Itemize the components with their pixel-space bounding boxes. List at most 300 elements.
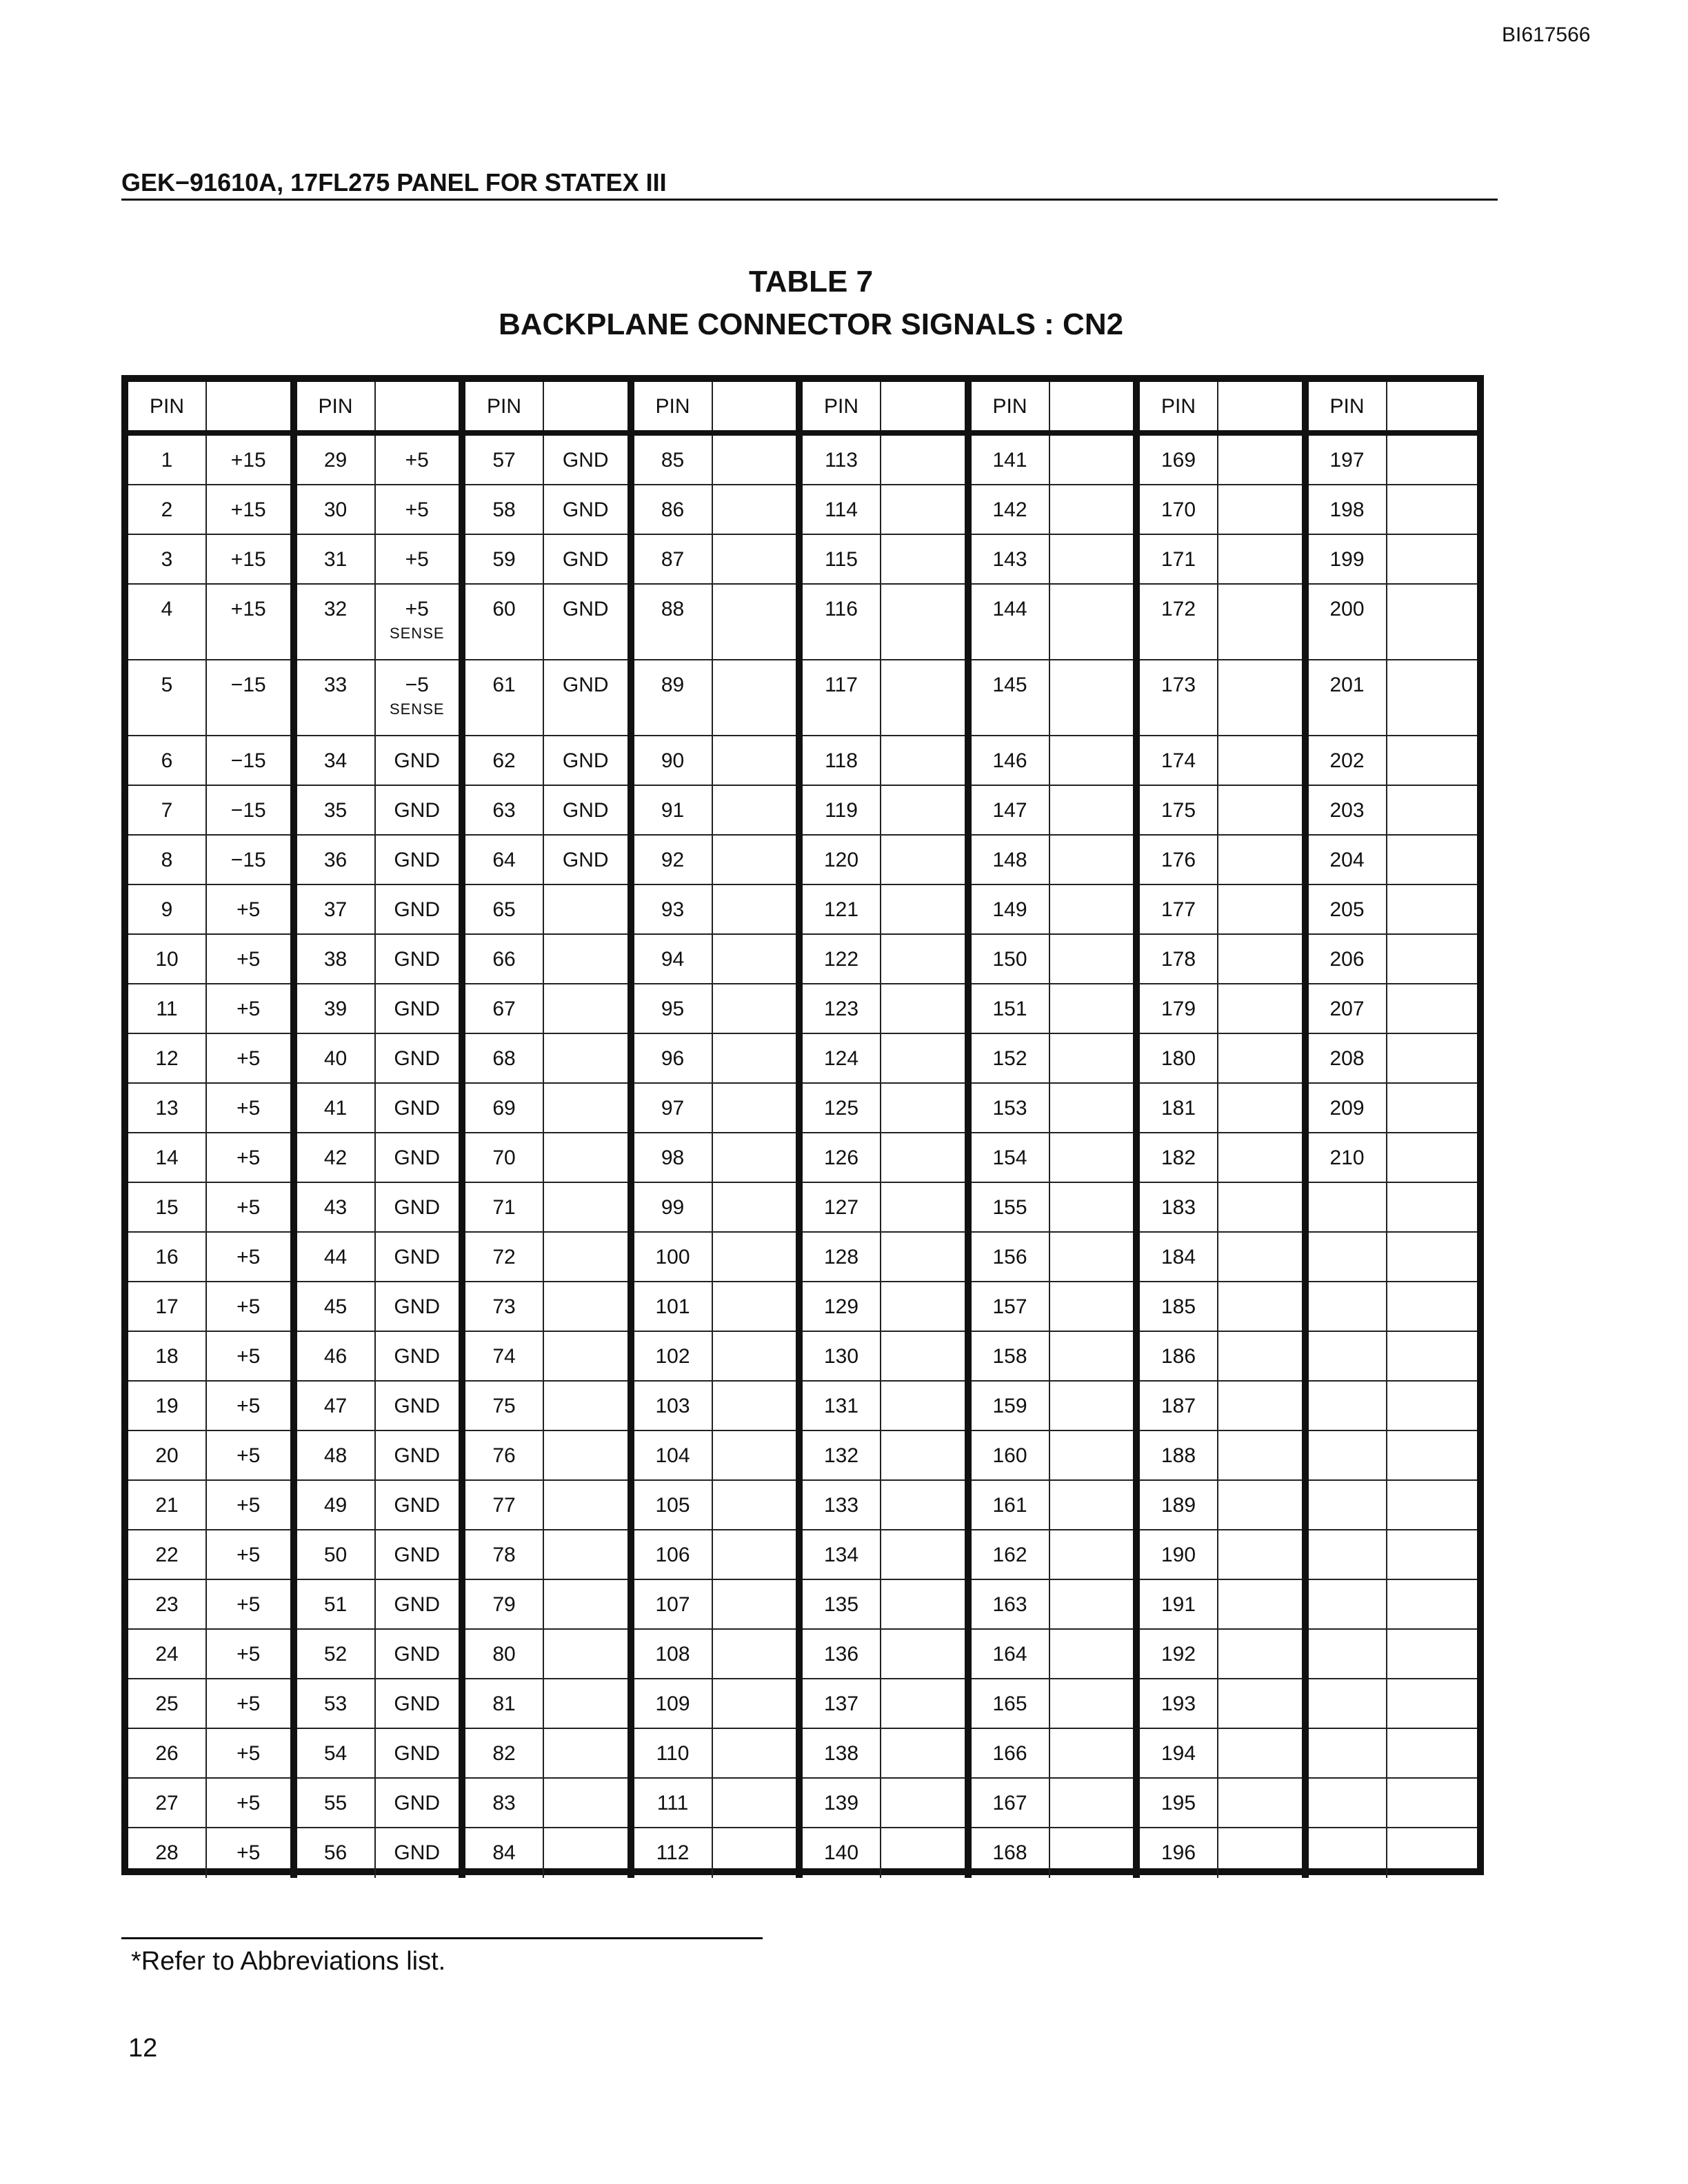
pin-number: 73 <box>465 1282 544 1332</box>
signal-label: +5 <box>237 1097 261 1120</box>
signal-label: +5 <box>237 1692 261 1715</box>
signal-cell <box>1387 1332 1478 1382</box>
signal-label: +5 <box>237 1841 261 1864</box>
signal-label: GND <box>394 1047 441 1070</box>
pin-number <box>1309 1282 1387 1332</box>
signal-cell <box>1218 1630 1302 1679</box>
pin-number: 18 <box>128 1332 207 1382</box>
signal-cell <box>207 786 290 836</box>
pin-number: 192 <box>1140 1630 1218 1679</box>
pin-number: 163 <box>972 1580 1050 1630</box>
pin-number: 65 <box>465 885 544 935</box>
signal-label: −15 <box>230 849 266 871</box>
pin-number: 122 <box>803 935 881 984</box>
signal-label: +5 <box>237 1444 261 1467</box>
pin-number <box>1309 1530 1387 1580</box>
pin-number: 186 <box>1140 1332 1218 1382</box>
signal-cell <box>1218 1133 1302 1183</box>
pin-number <box>1309 1431 1387 1481</box>
signal-label: GND <box>394 1544 441 1566</box>
pin-number: 95 <box>634 984 713 1034</box>
pin-number: 109 <box>634 1679 713 1729</box>
signal-cell <box>544 736 627 786</box>
pin-number: 10 <box>128 935 207 984</box>
pin-number: 136 <box>803 1630 881 1679</box>
pin-number: 165 <box>972 1679 1050 1729</box>
signal-cell <box>544 984 627 1034</box>
pin-number: 52 <box>297 1630 376 1679</box>
signal-cell <box>1218 1779 1302 1828</box>
signal-cell <box>713 485 796 535</box>
pin-number: 17 <box>128 1282 207 1332</box>
pin-column-group <box>634 382 803 1878</box>
signal-label: −15 <box>230 749 266 772</box>
signal-cell <box>713 436 796 485</box>
pin-number: 105 <box>634 1481 713 1530</box>
pin-number: 128 <box>803 1233 881 1282</box>
signal-label: GND <box>562 849 609 871</box>
signal-cell <box>881 1382 965 1431</box>
pin-number: 168 <box>972 1828 1050 1878</box>
pin-number: 183 <box>1140 1183 1218 1233</box>
signal-cell <box>1387 1481 1478 1530</box>
pin-number: 30 <box>297 485 376 535</box>
pin-number: 156 <box>972 1233 1050 1282</box>
signal-cell <box>1218 1431 1302 1481</box>
signal-cell <box>881 485 965 535</box>
signal-cell <box>544 1233 627 1282</box>
pin-number: 118 <box>803 736 881 786</box>
signal-cell <box>207 1034 290 1084</box>
footnote: *Refer to Abbreviations list. <box>131 1947 446 1976</box>
pin-number: 175 <box>1140 786 1218 836</box>
signal-cell <box>544 1580 627 1630</box>
signal-cell <box>1387 585 1478 660</box>
pin-number: 158 <box>972 1332 1050 1382</box>
signal-cell <box>1387 436 1478 485</box>
signal-cell <box>881 436 965 485</box>
pin-number: 114 <box>803 485 881 535</box>
signal-cell <box>207 736 290 786</box>
signal-label: GND <box>394 1295 441 1318</box>
signal-header <box>713 382 796 430</box>
pin-number: 181 <box>1140 1084 1218 1133</box>
pin-number: 210 <box>1309 1133 1387 1183</box>
header-separator <box>803 430 965 436</box>
pin-number: 204 <box>1309 836 1387 885</box>
signal-cell <box>1218 660 1302 736</box>
signal-cell <box>713 1282 796 1332</box>
signal-label: GND <box>562 598 609 620</box>
signal-cell <box>207 984 290 1034</box>
signal-cell <box>713 1332 796 1382</box>
signal-cell <box>1387 836 1478 885</box>
pin-number <box>1309 1630 1387 1679</box>
pin-number: 4 <box>128 585 207 660</box>
pin-number: 79 <box>465 1580 544 1630</box>
header-separator <box>465 430 627 436</box>
pin-number: 132 <box>803 1431 881 1481</box>
signal-cell <box>544 1729 627 1779</box>
signal-cell <box>544 1431 627 1481</box>
pin-number: 83 <box>465 1779 544 1828</box>
pin-number: 72 <box>465 1233 544 1282</box>
pin-number: 103 <box>634 1382 713 1431</box>
pin-number: 37 <box>297 885 376 935</box>
signal-header <box>544 382 627 430</box>
pin-number: 188 <box>1140 1431 1218 1481</box>
signal-cell <box>376 786 459 836</box>
signal-cell <box>881 1630 965 1679</box>
pin-number: 7 <box>128 786 207 836</box>
pin-number: 97 <box>634 1084 713 1133</box>
signal-label: GND <box>394 1692 441 1715</box>
pin-number: 60 <box>465 585 544 660</box>
signal-label: GND <box>394 1643 441 1666</box>
signal-cell <box>1387 1084 1478 1133</box>
signal-cell <box>1218 436 1302 485</box>
pin-number: 71 <box>465 1183 544 1233</box>
header-separator <box>297 430 459 436</box>
signal-cell <box>1218 535 1302 585</box>
signal-cell <box>544 585 627 660</box>
signal-cell <box>207 885 290 935</box>
signal-label: +5 <box>237 1246 261 1268</box>
signal-cell <box>713 935 796 984</box>
signal-label: +5 <box>405 598 429 620</box>
signal-label: +5 <box>237 1395 261 1417</box>
pin-number: 111 <box>634 1779 713 1828</box>
pin-number: 13 <box>128 1084 207 1133</box>
signal-cell <box>713 1530 796 1580</box>
pin-number: 151 <box>972 984 1050 1034</box>
signal-cell <box>376 1828 459 1878</box>
signal-cell <box>207 836 290 885</box>
pin-number: 32 <box>297 585 376 660</box>
pin-number: 107 <box>634 1580 713 1630</box>
pin-number: 61 <box>465 660 544 736</box>
signal-cell <box>376 1084 459 1133</box>
pin-number: 87 <box>634 535 713 585</box>
pin-number: 58 <box>465 485 544 535</box>
pin-number: 121 <box>803 885 881 935</box>
signal-label: GND <box>562 449 609 472</box>
pin-number: 85 <box>634 436 713 485</box>
signal-cell <box>1050 1679 1134 1729</box>
signal-cell <box>544 1282 627 1332</box>
pin-number: 205 <box>1309 885 1387 935</box>
pin-number: 139 <box>803 1779 881 1828</box>
signal-label: +5 <box>237 1593 261 1616</box>
signal-label: GND <box>394 948 441 971</box>
pin-number <box>1309 1580 1387 1630</box>
signal-label: GND <box>562 674 609 696</box>
signal-cell <box>376 585 459 660</box>
signal-cell <box>713 1034 796 1084</box>
pin-number: 19 <box>128 1382 207 1431</box>
signal-label: +15 <box>230 548 266 571</box>
pin-column-group <box>803 382 972 1878</box>
signal-cell <box>376 1779 459 1828</box>
pin-number: 56 <box>297 1828 376 1878</box>
signal-cell <box>713 1382 796 1431</box>
signal-label: −15 <box>230 799 266 822</box>
pin-number: 106 <box>634 1530 713 1580</box>
signal-label: +5 <box>237 1295 261 1318</box>
pin-number: 143 <box>972 535 1050 585</box>
signal-label: +5 <box>405 498 429 521</box>
signal-cell <box>1218 1233 1302 1282</box>
pin-number: 81 <box>465 1679 544 1729</box>
signal-cell <box>713 1084 796 1133</box>
pin-number: 180 <box>1140 1034 1218 1084</box>
pin-number: 46 <box>297 1332 376 1382</box>
pin-number: 129 <box>803 1282 881 1332</box>
signal-cell <box>1218 1481 1302 1530</box>
pin-number: 3 <box>128 535 207 585</box>
pin-number: 124 <box>803 1034 881 1084</box>
signal-cell <box>881 1779 965 1828</box>
signal-cell <box>1218 1332 1302 1382</box>
pin-number: 157 <box>972 1282 1050 1332</box>
pin-number: 176 <box>1140 836 1218 885</box>
signal-cell <box>1218 485 1302 535</box>
pin-number: 66 <box>465 935 544 984</box>
signal-label: +5 <box>405 449 429 472</box>
pin-number: 24 <box>128 1630 207 1679</box>
pin-number: 15 <box>128 1183 207 1233</box>
pin-number: 209 <box>1309 1084 1387 1133</box>
signal-cell <box>207 1828 290 1878</box>
pin-number: 199 <box>1309 535 1387 585</box>
signal-cell <box>881 1481 965 1530</box>
signal-cell <box>376 535 459 585</box>
signal-cell <box>1218 1530 1302 1580</box>
pin-number: 178 <box>1140 935 1218 984</box>
signal-cell <box>544 1034 627 1084</box>
signal-label: GND <box>394 898 441 921</box>
signal-cell <box>544 935 627 984</box>
pin-number: 74 <box>465 1332 544 1382</box>
pin-number: 147 <box>972 786 1050 836</box>
pin-number: 159 <box>972 1382 1050 1431</box>
signal-cell <box>376 1431 459 1481</box>
pin-number: 21 <box>128 1481 207 1530</box>
signal-cell <box>376 660 459 736</box>
pin-header: PIN <box>803 382 881 430</box>
pin-number: 206 <box>1309 935 1387 984</box>
pin-number: 26 <box>128 1729 207 1779</box>
signal-label: +5 <box>405 548 429 571</box>
signal-cell <box>1050 885 1134 935</box>
signal-label: +15 <box>230 498 266 521</box>
pin-number: 130 <box>803 1332 881 1382</box>
signal-cell <box>713 984 796 1034</box>
pin-number: 41 <box>297 1084 376 1133</box>
signal-cell <box>1387 1233 1478 1282</box>
signal-cell <box>207 1084 290 1133</box>
pin-number: 171 <box>1140 535 1218 585</box>
signal-cell <box>207 535 290 585</box>
pin-number: 89 <box>634 660 713 736</box>
pin-number: 77 <box>465 1481 544 1530</box>
signal-cell <box>207 1630 290 1679</box>
pin-number: 23 <box>128 1580 207 1630</box>
signal-cell <box>713 660 796 736</box>
pin-number: 6 <box>128 736 207 786</box>
pin-number <box>1309 1481 1387 1530</box>
signal-cell <box>1387 1779 1478 1828</box>
pin-number: 91 <box>634 786 713 836</box>
signal-cell <box>881 1034 965 1084</box>
pin-number: 99 <box>634 1183 713 1233</box>
pin-number: 8 <box>128 836 207 885</box>
signal-cell <box>1218 1084 1302 1133</box>
pin-number: 134 <box>803 1530 881 1580</box>
pin-number: 35 <box>297 786 376 836</box>
signal-label: GND <box>394 749 441 772</box>
pin-header: PIN <box>128 382 207 430</box>
signal-cell <box>1387 984 1478 1034</box>
signal-header <box>881 382 965 430</box>
signal-cell <box>881 1282 965 1332</box>
signal-cell <box>1218 736 1302 786</box>
signal-cell <box>713 1233 796 1282</box>
page-header <box>121 164 1498 201</box>
pin-number: 161 <box>972 1481 1050 1530</box>
signal-label: +5 <box>237 1792 261 1814</box>
signal-label: GND <box>394 1742 441 1765</box>
signal-cell <box>1387 535 1478 585</box>
signal-cell <box>544 786 627 836</box>
signal-cell <box>713 736 796 786</box>
header-text: GEK−91610A, 17FL275 PANEL FOR STATEX III <box>121 168 667 196</box>
signal-cell <box>376 984 459 1034</box>
signal-cell <box>1050 1084 1134 1133</box>
pin-column-group <box>1309 382 1478 1878</box>
pin-number <box>1309 1332 1387 1382</box>
signal-cell <box>1050 1034 1134 1084</box>
signal-cell <box>713 786 796 836</box>
signal-cell <box>376 1233 459 1282</box>
pin-number: 174 <box>1140 736 1218 786</box>
pin-number: 11 <box>128 984 207 1034</box>
signal-cell <box>544 1679 627 1729</box>
pin-number: 9 <box>128 885 207 935</box>
signal-cell <box>1218 1729 1302 1779</box>
pin-number: 68 <box>465 1034 544 1084</box>
signal-cell <box>207 1233 290 1282</box>
signal-cell <box>376 1679 459 1729</box>
signal-cell <box>881 1729 965 1779</box>
signal-cell <box>376 1729 459 1779</box>
signal-cell <box>713 1431 796 1481</box>
pin-number: 86 <box>634 485 713 535</box>
pin-header: PIN <box>465 382 544 430</box>
signal-cell <box>1387 1431 1478 1481</box>
pin-number: 125 <box>803 1084 881 1133</box>
signal-cell <box>1387 1828 1478 1878</box>
pin-column-group <box>972 382 1141 1878</box>
signal-label: +5 <box>237 1544 261 1566</box>
pin-number: 102 <box>634 1332 713 1382</box>
pin-number: 31 <box>297 535 376 585</box>
pin-number: 53 <box>297 1679 376 1729</box>
pin-number: 38 <box>297 935 376 984</box>
pin-number: 203 <box>1309 786 1387 836</box>
signal-cell <box>207 1183 290 1233</box>
pin-number: 88 <box>634 585 713 660</box>
signal-cell <box>207 1580 290 1630</box>
signal-label: +15 <box>230 449 266 472</box>
signal-cell <box>881 660 965 736</box>
pin-number: 207 <box>1309 984 1387 1034</box>
signal-cell <box>1050 535 1134 585</box>
signal-cell <box>881 736 965 786</box>
signal-cell <box>207 935 290 984</box>
pin-number <box>1309 1679 1387 1729</box>
pin-number: 142 <box>972 485 1050 535</box>
pin-number: 170 <box>1140 485 1218 535</box>
pin-number: 54 <box>297 1729 376 1779</box>
pin-number: 154 <box>972 1133 1050 1183</box>
header-separator <box>1309 430 1478 436</box>
pin-number: 64 <box>465 836 544 885</box>
signal-cell <box>1218 1580 1302 1630</box>
pin-number: 135 <box>803 1580 881 1630</box>
signal-cell <box>1050 436 1134 485</box>
pin-number: 184 <box>1140 1233 1218 1282</box>
signal-cell <box>544 1133 627 1183</box>
signal-cell <box>1218 1679 1302 1729</box>
pin-number: 145 <box>972 660 1050 736</box>
signal-label: GND <box>562 799 609 822</box>
signal-label: GND <box>394 1196 441 1219</box>
signal-cell <box>713 1729 796 1779</box>
pin-number: 208 <box>1309 1034 1387 1084</box>
signal-cell <box>1050 1382 1134 1431</box>
pin-number: 43 <box>297 1183 376 1233</box>
signal-cell <box>1387 1282 1478 1332</box>
signal-cell <box>376 1530 459 1580</box>
pin-number <box>1309 1183 1387 1233</box>
pin-number: 166 <box>972 1729 1050 1779</box>
pin-number: 90 <box>634 736 713 786</box>
signal-cell <box>1387 1679 1478 1729</box>
signal-label: +5 <box>237 1643 261 1666</box>
signal-label: GND <box>562 749 609 772</box>
signal-label: +5 <box>237 1146 261 1169</box>
signal-cell <box>713 585 796 660</box>
pin-header: PIN <box>1140 382 1218 430</box>
signal-cell <box>881 1233 965 1282</box>
signal-cell <box>1387 660 1478 736</box>
pin-number: 44 <box>297 1233 376 1282</box>
footnote-divider <box>121 1937 763 1939</box>
signal-cell <box>1050 1431 1134 1481</box>
pin-number <box>1309 1382 1387 1431</box>
pin-number: 196 <box>1140 1828 1218 1878</box>
pin-number: 191 <box>1140 1580 1218 1630</box>
pin-header: PIN <box>1309 382 1387 430</box>
pin-number: 34 <box>297 736 376 786</box>
pin-number: 126 <box>803 1133 881 1183</box>
pin-number: 5 <box>128 660 207 736</box>
pin-number: 197 <box>1309 436 1387 485</box>
pin-number: 133 <box>803 1481 881 1530</box>
pin-number: 69 <box>465 1084 544 1133</box>
pin-number: 22 <box>128 1530 207 1580</box>
